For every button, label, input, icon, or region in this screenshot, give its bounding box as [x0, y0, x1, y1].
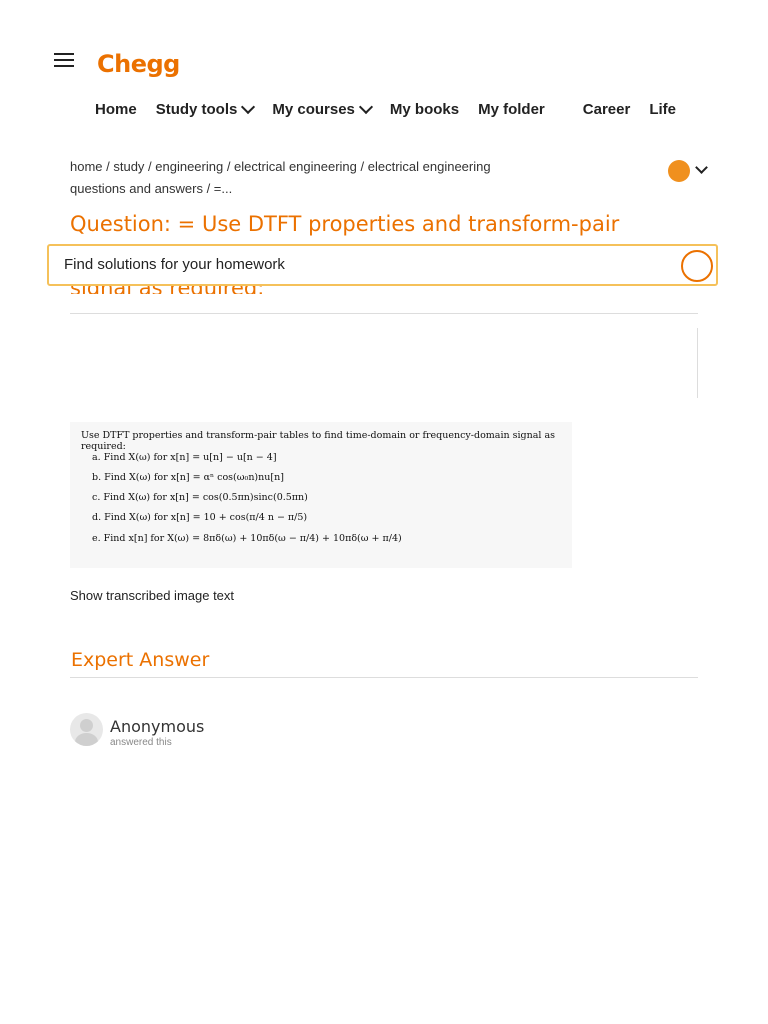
search-bar — [47, 244, 718, 286]
search-icon[interactable] — [681, 250, 713, 282]
answer-author: Anonymous — [110, 717, 205, 736]
question-title: Question: = Use DTFT properties and transform-pair — [70, 212, 620, 236]
nav-career[interactable] — [583, 101, 631, 118]
nav-home-label: Home — [95, 101, 137, 118]
question-image — [70, 422, 572, 568]
divider — [697, 328, 698, 398]
nav-my-books[interactable] — [390, 101, 459, 118]
expert-answer-heading: Expert Answer — [71, 649, 210, 671]
show-transcribed-text-link[interactable]: Show transcribed image text — [70, 588, 235, 603]
nav-life-label: Life — [649, 101, 676, 118]
nav-career-label: Career — [582, 101, 631, 118]
nav-home[interactable] — [95, 101, 137, 118]
nav-my-books-label: My books — [389, 101, 460, 118]
nav-my-folder[interactable] — [478, 101, 545, 118]
breadcrumb[interactable]: home / study / engineering / electrical engineering / electrical engineering questions and answers / =... — [70, 159, 491, 196]
nav-study-tools[interactable] — [156, 101, 254, 118]
user-avatar-icon[interactable] — [668, 160, 690, 182]
nav-my-courses-label: My courses — [272, 101, 355, 118]
hamburger-menu-icon[interactable] — [54, 50, 76, 70]
answer-author-sub: answered this — [110, 737, 172, 748]
divider — [70, 313, 698, 314]
chevron-down-icon[interactable] — [695, 161, 708, 174]
question-image-intro: Use DTFT properties and transform-pair tables to find time-domain or frequency-domain signal as required: — [81, 430, 556, 452]
question-part-a: a. Find X(ω) for x[n] = u[n] − u[n − 4] — [92, 452, 277, 463]
nav-my-courses[interactable] — [272, 101, 371, 118]
nav-study-tools-label: Study tools — [155, 101, 238, 118]
anonymous-avatar-icon — [70, 713, 103, 746]
chevron-down-icon — [241, 100, 255, 114]
question-part-c: c. Find X(ω) for x[n] = cos(0.5πn)sinc(0.5πn) — [92, 492, 308, 503]
main-nav — [95, 101, 695, 118]
question-part-b: b. Find X(ω) for x[n] = αⁿ cos(ω₀n)nu[n] — [92, 472, 284, 483]
search-input[interactable] — [62, 255, 666, 274]
nav-life[interactable] — [649, 101, 676, 118]
question-part-e: e. Find x[n] for X(ω) = 8πδ(ω) + 10πδ(ω − π/4) + 10πδ(ω + π/4) — [92, 533, 402, 544]
chevron-down-icon — [359, 100, 373, 114]
chegg-logo[interactable]: Chegg — [97, 50, 180, 78]
divider — [70, 677, 698, 678]
nav-my-folder-label: My folder — [478, 101, 545, 118]
question-part-d: d. Find X(ω) for x[n] = 10 + cos(π/4 n − π/5) — [92, 512, 308, 523]
